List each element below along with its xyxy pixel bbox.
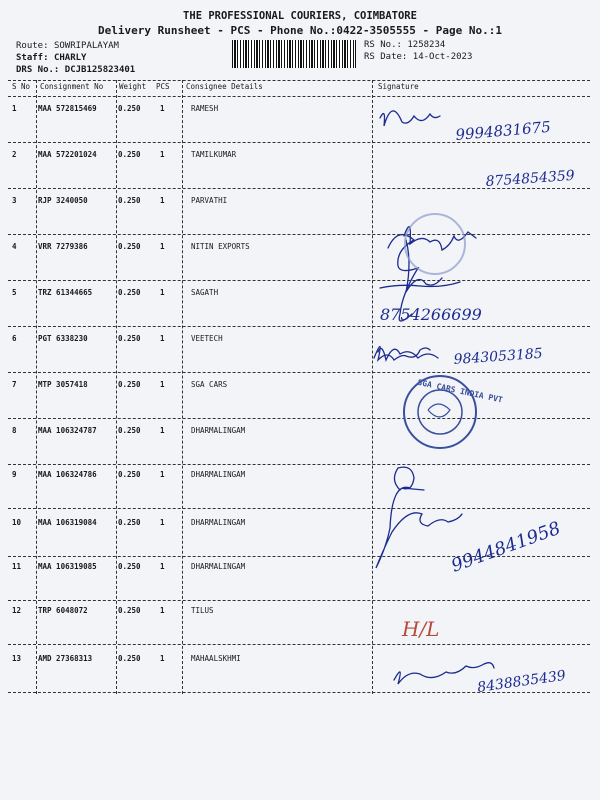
barcode (232, 40, 356, 68)
row-consignment-no: PGT 6338230 (38, 334, 88, 343)
col-header-weight: Weight (119, 82, 147, 91)
row-consignment-no: TRZ 61344665 (38, 288, 93, 297)
row-consignee: MAHAALSKHMI (191, 654, 241, 663)
row-pcs: 1 (160, 518, 165, 527)
row-pcs: 1 (160, 104, 165, 113)
handwritten-phone: 9843053185 (453, 345, 544, 368)
row-sno: 1 (12, 104, 17, 113)
signature-scribble (406, 240, 442, 292)
runsheet-subtitle: Delivery Runsheet - PCS - Phone No.:0422-3505555 - Page No.:1 (98, 24, 502, 37)
col-header-consignee: Consignee Details (186, 82, 263, 91)
row-weight: 0.250 (118, 380, 141, 389)
company-title: THE PROFESSIONAL COURIERS, COIMBATORE (183, 10, 417, 22)
row-weight: 0.250 (118, 470, 141, 479)
row-weight: 0.250 (118, 606, 141, 615)
drs-label: DRS No.: (16, 65, 60, 75)
route-label: Route: (16, 41, 49, 51)
row-consignment-no: MAA 572201024 (38, 150, 97, 159)
column-divider (182, 80, 183, 694)
drs-line (16, 65, 135, 75)
row-weight: 0.250 (118, 150, 141, 159)
staff-label: Staff: (16, 53, 49, 63)
row-consignment-no: MAA 572815469 (38, 104, 97, 113)
row-consignee: DHARMALINGAM (191, 426, 246, 435)
row-pcs: 1 (160, 426, 165, 435)
signature-scribble (394, 467, 424, 490)
handwritten-phone: 9944841958 (448, 517, 564, 577)
col-header-signature: Signature (378, 82, 419, 91)
row-consignee: SAGATH (191, 288, 219, 297)
signature-scribble (380, 282, 460, 288)
row-consignee: RAMESH (191, 104, 219, 113)
row-sno: 13 (12, 654, 22, 663)
row-weight: 0.250 (118, 242, 141, 251)
row-sno: 2 (12, 150, 17, 159)
row-consignee: SGA CARS (191, 380, 228, 389)
row-weight: 0.250 (118, 288, 141, 297)
stamp-text: SGA CARS INDIA PVT (416, 377, 504, 405)
row-pcs: 1 (160, 606, 165, 615)
rs-no-line (364, 40, 445, 50)
row-sno: 3 (12, 196, 17, 205)
col-header-pcs: PCS (156, 82, 170, 91)
rs-date-label: RS Date: (364, 52, 408, 62)
handwritten-phone: 8438835439 (476, 667, 567, 696)
row-consignee: DHARMALINGAM (191, 470, 246, 479)
row-sno: 7 (12, 380, 17, 389)
row-weight: 0.250 (118, 426, 141, 435)
row-sno: 5 (12, 288, 17, 297)
rs-date-value: 14-Oct-2023 (412, 52, 473, 62)
stamp-inner-ring (418, 390, 462, 434)
row-pcs: 1 (160, 470, 165, 479)
col-header-sno: S No (12, 82, 31, 91)
row-consignment-no: TRP 6048072 (38, 606, 88, 615)
column-divider (116, 80, 117, 694)
row-pcs: 1 (160, 654, 165, 663)
row-weight: 0.250 (118, 654, 141, 663)
row-pcs: 1 (160, 196, 165, 205)
route-line (16, 41, 119, 51)
signatures-layer (370, 80, 595, 700)
row-pcs: 1 (160, 288, 165, 297)
handwritten-note: H/L (402, 617, 440, 641)
row-weight: 0.250 (118, 562, 141, 571)
row-weight: 0.250 (118, 518, 141, 527)
signature-scribble (378, 348, 438, 360)
handwritten-phone: 8754854359 (485, 167, 576, 190)
col-header-consignment: Consignment No (40, 82, 104, 91)
company-stamp (404, 214, 504, 448)
stamp-logo (428, 404, 450, 417)
row-consignee: PARVATHI (191, 196, 228, 205)
handwritten-phone: 8754266699 (380, 305, 482, 324)
row-consignment-no: RJP 3240050 (38, 196, 88, 205)
row-consignment-no: MAA 106324787 (38, 426, 97, 435)
row-sno: 10 (12, 518, 22, 527)
row-consignment-no: MTP 3057418 (38, 380, 88, 389)
column-divider (36, 80, 37, 694)
row-pcs: 1 (160, 150, 165, 159)
row-consignee: NITIN EXPORTS (191, 242, 250, 251)
rs-date-line (364, 52, 472, 62)
row-sno: 6 (12, 334, 17, 343)
row-sno: 11 (12, 562, 22, 571)
row-consignee: TAMILKUMAR (191, 150, 237, 159)
row-pcs: 1 (160, 242, 165, 251)
route-value: SOWRIPALAYAM (53, 41, 119, 51)
staff-line (16, 53, 86, 63)
row-consignee: DHARMALINGAM (191, 562, 246, 571)
rs-no-label: RS No.: (364, 40, 402, 50)
row-pcs: 1 (160, 334, 165, 343)
row-consignee: VEETECH (191, 334, 223, 343)
row-consignment-no: MAA 106319085 (38, 562, 97, 571)
row-weight: 0.250 (118, 104, 141, 113)
row-sno: 12 (12, 606, 22, 615)
row-consignment-no: AMD 27368313 (38, 654, 93, 663)
drs-value: DCJB125823401 (64, 65, 136, 75)
row-sno: 9 (12, 470, 17, 479)
row-consignee: TILUS (191, 606, 214, 615)
row-consignment-no: MAA 106324786 (38, 470, 97, 479)
rs-no-value: 1258234 (407, 40, 446, 50)
signature-scribble (380, 111, 440, 126)
row-consignment-no: MAA 106319084 (38, 518, 97, 527)
row-weight: 0.250 (118, 196, 141, 205)
staff-value: CHARLY (53, 53, 87, 63)
row-pcs: 1 (160, 562, 165, 571)
handwritten-phone: 9994831675 (454, 117, 552, 144)
row-weight: 0.250 (118, 334, 141, 343)
row-pcs: 1 (160, 380, 165, 389)
row-sno: 4 (12, 242, 17, 251)
row-sno: 8 (12, 426, 17, 435)
row-consignment-no: VRR 7279386 (38, 242, 88, 251)
faded-stamp (405, 214, 465, 274)
row-consignee: DHARMALINGAM (191, 518, 246, 527)
